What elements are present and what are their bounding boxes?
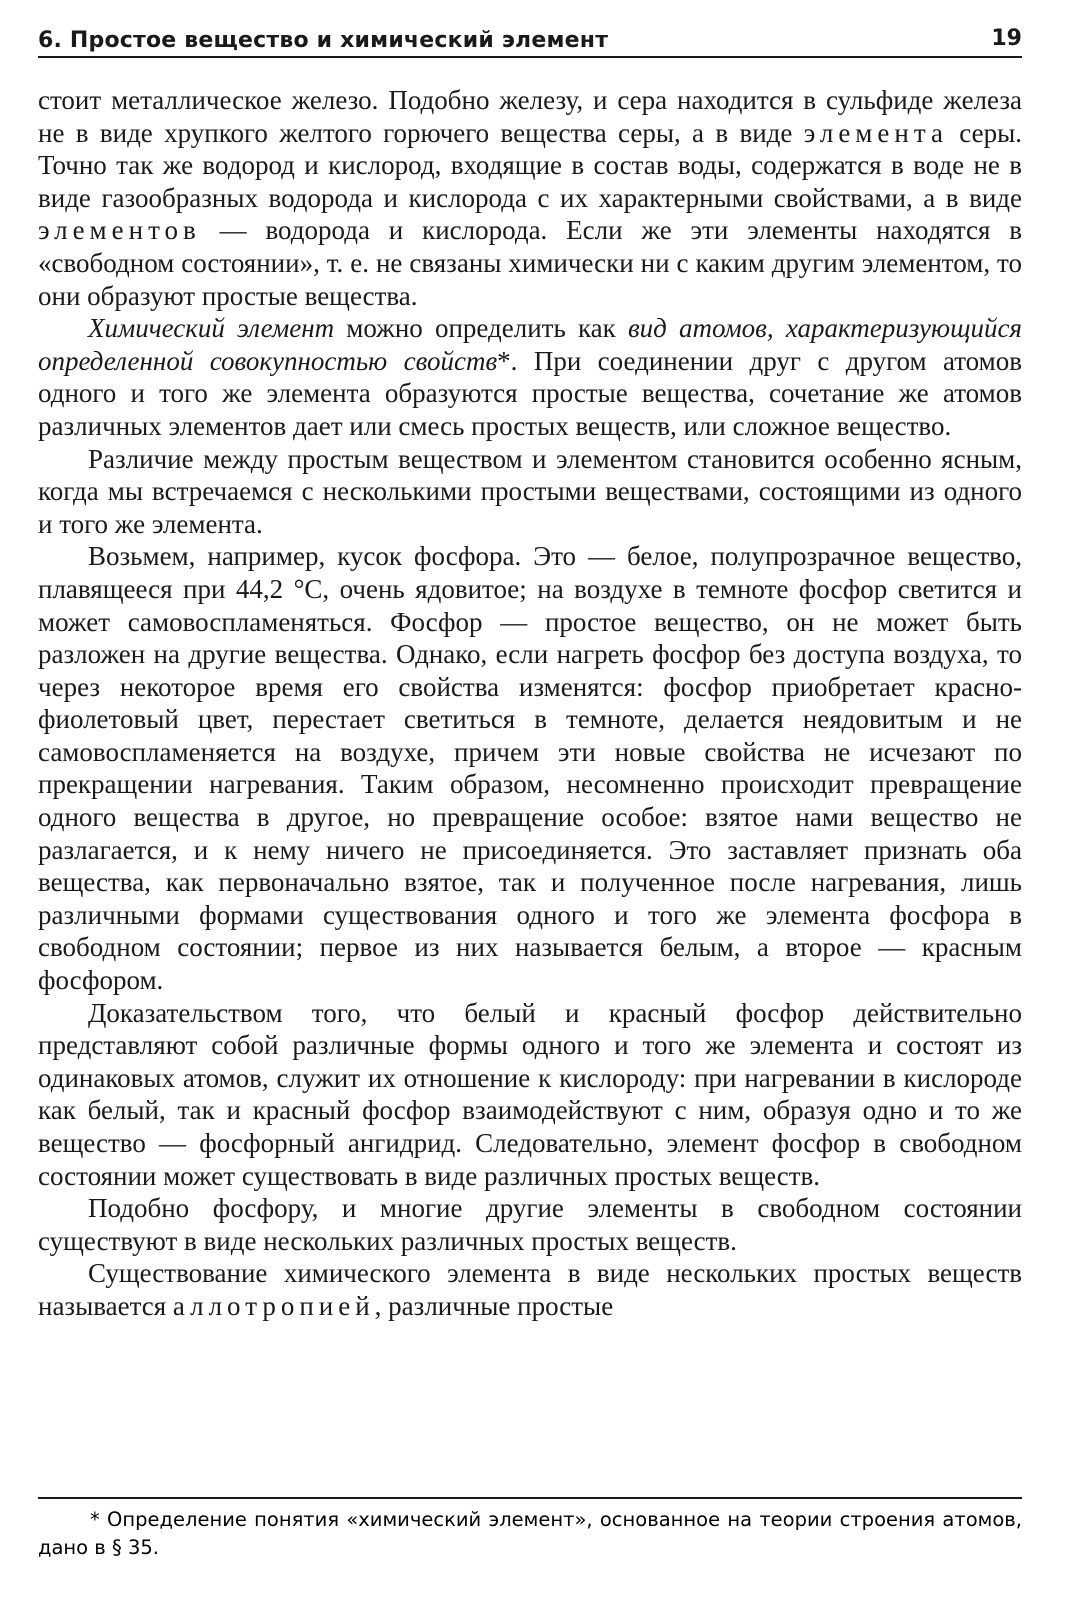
running-header — [38, 22, 1022, 58]
italic-term: Химический элемент — [88, 313, 335, 344]
spaced-term: элемента — [803, 117, 948, 148]
footnote-divider — [38, 1497, 1022, 1499]
text-run: Существование химического элемента в виде нескольких простых веществ называется — [38, 1258, 1022, 1321]
footnote-text: Определение понятия «химический элемент», основанное на теории строения атомов, дано в § 35. — [38, 1508, 1022, 1559]
page-number: 19 — [991, 26, 1022, 51]
paragraph — [38, 1192, 1022, 1257]
paragraph — [38, 997, 1022, 1193]
footnote-mark: * — [90, 1508, 100, 1531]
text-run: *. При соединении друг с другом атомов одного и того же элемента образуются простые вещества, сочетание же атомов различных элементов дает или смесь простых веществ, или сложное вещество. — [38, 345, 1023, 441]
text-run: Подобно фосфору, и многие другие элементы в свободном состоянии существуют в виде нескольких различных простых веществ. — [38, 1193, 1022, 1256]
text-run: Доказательством того, что белый и красный фосфор действительно представляют собой различные формы одного и того же элемента и состоят из одинаковых атомов, служит их отношение к кислороду: при нагревании в кислороде как белый, так и красный фосфор взаимодействуют с ним, образуя одно и то же вещество — фосфорный ангидрид. Следовательно, элемент фосфор в свободном состоянии может существовать в виде различных простых веществ. — [38, 997, 1022, 1191]
text-run: Различие между простым веществом и элементом становится особенно ясным, когда мы встречаемся с несколькими простыми веществами, состоящими из одного и того же элемента. — [38, 443, 1022, 539]
text-run: , различные простые — [374, 1290, 614, 1321]
text-run: серы. Точно так же водород и кислород, входящие в состав воды, содержатся в воде не в виде газообразных водорода и кислорода с их характерными свойствами, а в виде — [38, 117, 1022, 213]
paragraph — [38, 1257, 1022, 1322]
section-title: 6. Простое вещество и химический элемент — [38, 28, 609, 53]
text-run: Возьмем, например, кусок фосфора. Это — белое, полупрозрачное вещество, плавящееся при 44,2 °С, очень ядовитое; на воздухе в темноте фосфор светится и может самовоспламеняться. Фосфор — простое вещество, он не может быть разложен на другие вещества. Однако, если нагреть фосфор без доступа воздуха, то через некоторое время его свойства изменятся: фосфор приобретает красно-фиолетовый цвет, перестает светиться в темноте, делается неядовитым и не самовоспламеняется на воздухе, причем эти новые свойства не исчезают по прекращении нагревания. Таким образом, несомненно происходит превращение одного вещества в другое, но превращение особое: взятое нами вещество не разлагается, и к нему ничего не присоединяется. Это заставляет признать оба вещества, как первоначально взятое, так и полученное после нагревания, лишь различными формами существования одного и того же элемента фосфора в свободном состоянии; первое из них называется белым, а второе — красным фосфором. — [38, 541, 1022, 996]
book-page — [38, 22, 1022, 1323]
paragraph — [38, 540, 1022, 996]
spaced-term: аллотропией — [172, 1290, 375, 1321]
spaced-term: элементов — [38, 215, 201, 246]
text-run: можно определить как — [334, 313, 628, 344]
italic-term: вид атомов, характеризующийся определенной совокупностью свойств — [38, 313, 1022, 376]
text-run: стоит металлическое железо. Подобно железу, и сера находится в сульфиде железа не в виде хрупкого желтого горючего вещества серы, а в виде — [38, 85, 1022, 148]
body-text — [38, 84, 1022, 1323]
paragraph — [38, 443, 1022, 541]
text-run: — водорода и кислорода. Если же эти элементы находятся в «свободном состоянии», т. е. не связаны химически ни с каким другим элементом, то они образуют простые вещества. — [38, 215, 1022, 311]
paragraph — [38, 312, 1022, 442]
paragraph — [38, 84, 1022, 312]
footnote — [38, 1506, 1022, 1562]
